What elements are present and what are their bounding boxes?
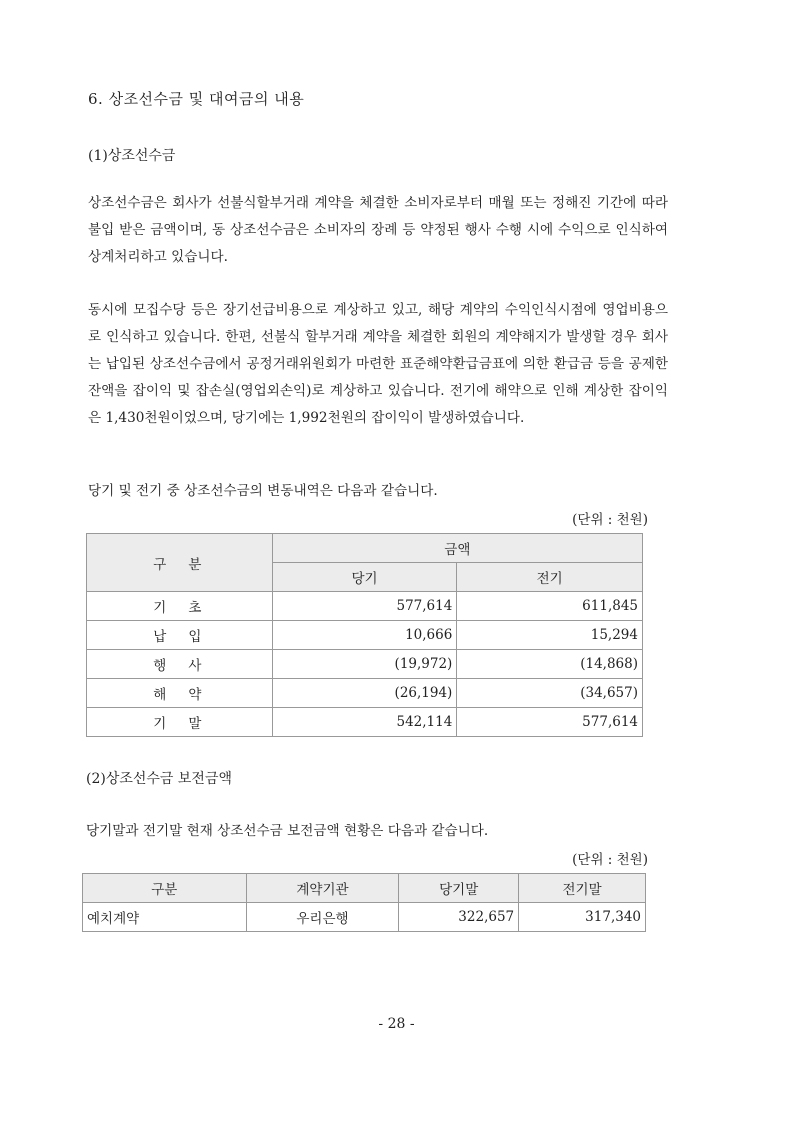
prior-value: 15,294 xyxy=(457,621,643,650)
row-label: 행사 xyxy=(87,650,273,679)
subsection-title-guarantee: (2)상조선수금 보전금액 xyxy=(86,771,232,787)
row-institution: 우리은행 xyxy=(246,903,399,932)
page-number: - 28 - xyxy=(378,1016,415,1032)
table-row xyxy=(87,650,643,679)
header-institution: 계약기관 xyxy=(246,874,399,903)
row-type: 예치계약 xyxy=(83,903,247,932)
current-end-value: 322,657 xyxy=(399,903,519,932)
header-prior-end: 전기말 xyxy=(519,874,646,903)
unit-label-1: (단위 : 천원) xyxy=(572,512,648,528)
header-prior: 전기 xyxy=(457,563,643,592)
table-row xyxy=(83,903,646,932)
paragraph-1-text: 상조선수금은 회사가 선불식할부거래 계약을 체결한 소비자로부터 매월 또는 정해진 기간에 따라 불입 받은 금액이며, 동 상조선수금은 소비자의 장례 등 약정된 행사 수행 시에 수익으로 인식하여 상계처리하고 있습니다. xyxy=(88,195,668,265)
current-value: 10,666 xyxy=(272,621,457,650)
table-header-row xyxy=(83,874,646,903)
table-header-row xyxy=(87,534,643,563)
table-row xyxy=(87,708,643,737)
advance-receipts-table xyxy=(86,533,643,737)
unit-label-2: (단위 : 천원) xyxy=(572,852,648,868)
section-title: 6. 상조선수금 및 대여금의 내용 xyxy=(88,90,305,108)
current-value: 577,614 xyxy=(272,592,457,621)
header-current: 당기 xyxy=(272,563,457,592)
row-label: 기초 xyxy=(87,592,273,621)
header-current-end: 당기말 xyxy=(399,874,519,903)
header-amount: 금액 xyxy=(272,534,642,563)
current-value: 542,114 xyxy=(272,708,457,737)
paragraph-2 xyxy=(88,297,668,432)
row-label: 기말 xyxy=(87,708,273,737)
header-category: 구분 xyxy=(87,534,273,592)
subsection-title-advance-receipts: (1)상조선수금 xyxy=(88,148,176,164)
table-row xyxy=(87,679,643,708)
guarantee-table xyxy=(82,873,646,932)
paragraph-2-text: 동시에 모집수당 등은 장기선급비용으로 계상하고 있고, 해당 계약의 수익인식시점에 영업비용으로 인식하고 있습니다. 한편, 선불식 할부거래 계약을 체결한 회원의 계약해지가 발생할 경우 회사는 납입된 상조선수금에서 공정거래위원회가 마련한 표준해약환급금표에 의한 환급금 등을 공제한 잔액을 잡이익 및 잡손실(영업외손익)로 계상하고 있습니다. 전기에 해약으로 인해 계상한 잡이익은 1,430천원이었으며, 당기에는 1,992천원의 잡이익이 발생하였습니다. xyxy=(88,302,668,426)
paragraph-4-text: 당기말과 전기말 현재 상조선수금 보전금액 현황은 다음과 같습니다. xyxy=(86,823,489,839)
current-value: (26,194) xyxy=(272,679,457,708)
paragraph-4 xyxy=(86,818,666,845)
prior-value: (14,868) xyxy=(457,650,643,679)
paragraph-1 xyxy=(88,190,668,271)
prior-value: 577,614 xyxy=(457,708,643,737)
table-row xyxy=(87,621,643,650)
table-row xyxy=(87,592,643,621)
paragraph-3-text: 당기 및 전기 중 상조선수금의 변동내역은 다음과 같습니다. xyxy=(88,483,438,499)
header-category: 구분 xyxy=(83,874,247,903)
prior-value: 611,845 xyxy=(457,592,643,621)
prior-end-value: 317,340 xyxy=(519,903,646,932)
row-label: 해약 xyxy=(87,679,273,708)
prior-value: (34,657) xyxy=(457,679,643,708)
current-value: (19,972) xyxy=(272,650,457,679)
paragraph-3 xyxy=(88,478,668,505)
row-label: 납입 xyxy=(87,621,273,650)
